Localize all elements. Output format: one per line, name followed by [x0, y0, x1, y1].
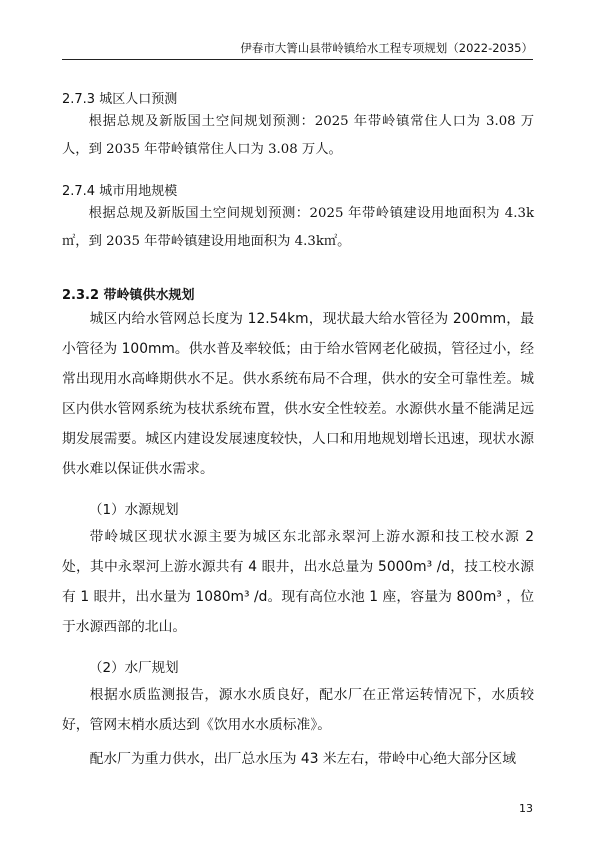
- header-title: 伊春市大箐山县带岭镇给水工程专项规划（2022-2035）: [240, 41, 533, 55]
- land-heading: 2.7.4 城市用地规模: [62, 184, 178, 199]
- water-plant-heading: （2）水厂规划: [89, 660, 179, 676]
- water-source-paragraph: 带岭城区现状水源主要为城区东北部永翠河上游水源和技工校水源 2 处，其中永翠河上游水源共有 4 眼井，出水总量为 5000m³ /d，技工校水源有 1 眼井，出水量为 1080m³ /d。现有高位水池 1 座，容量为 800m³ ，位于水源西部的北山。: [62, 529, 534, 635]
- page-header: [62, 34, 533, 60]
- water-plant-paragraph-2: 配水厂为重力供水，出厂总水压为 43 米左右，带岭中心绝大部分区域: [89, 751, 517, 767]
- population-heading: 2.7.3 城区人口预测: [62, 92, 178, 107]
- water-plant-paragraph: 根据水质监测报告，源水水质良好，配水厂在正常运转情况下，水质较好，管网末梢水质达到《饮用水水质标准》。: [62, 687, 534, 733]
- page-number: 13: [519, 802, 533, 815]
- land-paragraph: 根据总规及新版国土空间规划预测：2025 年带岭镇建设用地面积为 4.3k㎡，到 2035 年带岭镇建设用地面积为 4.3k㎡。: [62, 206, 534, 249]
- header-rule: [62, 59, 533, 60]
- supply-paragraph: 城区内给水管网总长度为 12.54km，现状最大给水管径为 200mm，最小管径为 100mm。供水普及率较低；由于给水管网老化破损，管径过小，经常出现用水高峰期供水不足。供水系统布局不合理，供水的安全可靠性差。城区内供水管网系统为枝状系统布置，供水安全性较差。水源供水量不能满足远期发展需要。城区内建设发展速度较快，人口和用地规划增长迅速，现状水源供水难以保证供水需求。: [62, 311, 534, 477]
- supply-heading: 2.3.2 带岭镇供水规划: [62, 288, 195, 303]
- population-paragraph: 根据总规及新版国土空间规划预测：2025 年带岭镇常住人口为 3.08 万人，到 2035 年带岭镇常住人口为 3.08 万人。: [62, 114, 534, 157]
- water-source-heading: （1）水源规划: [89, 502, 179, 518]
